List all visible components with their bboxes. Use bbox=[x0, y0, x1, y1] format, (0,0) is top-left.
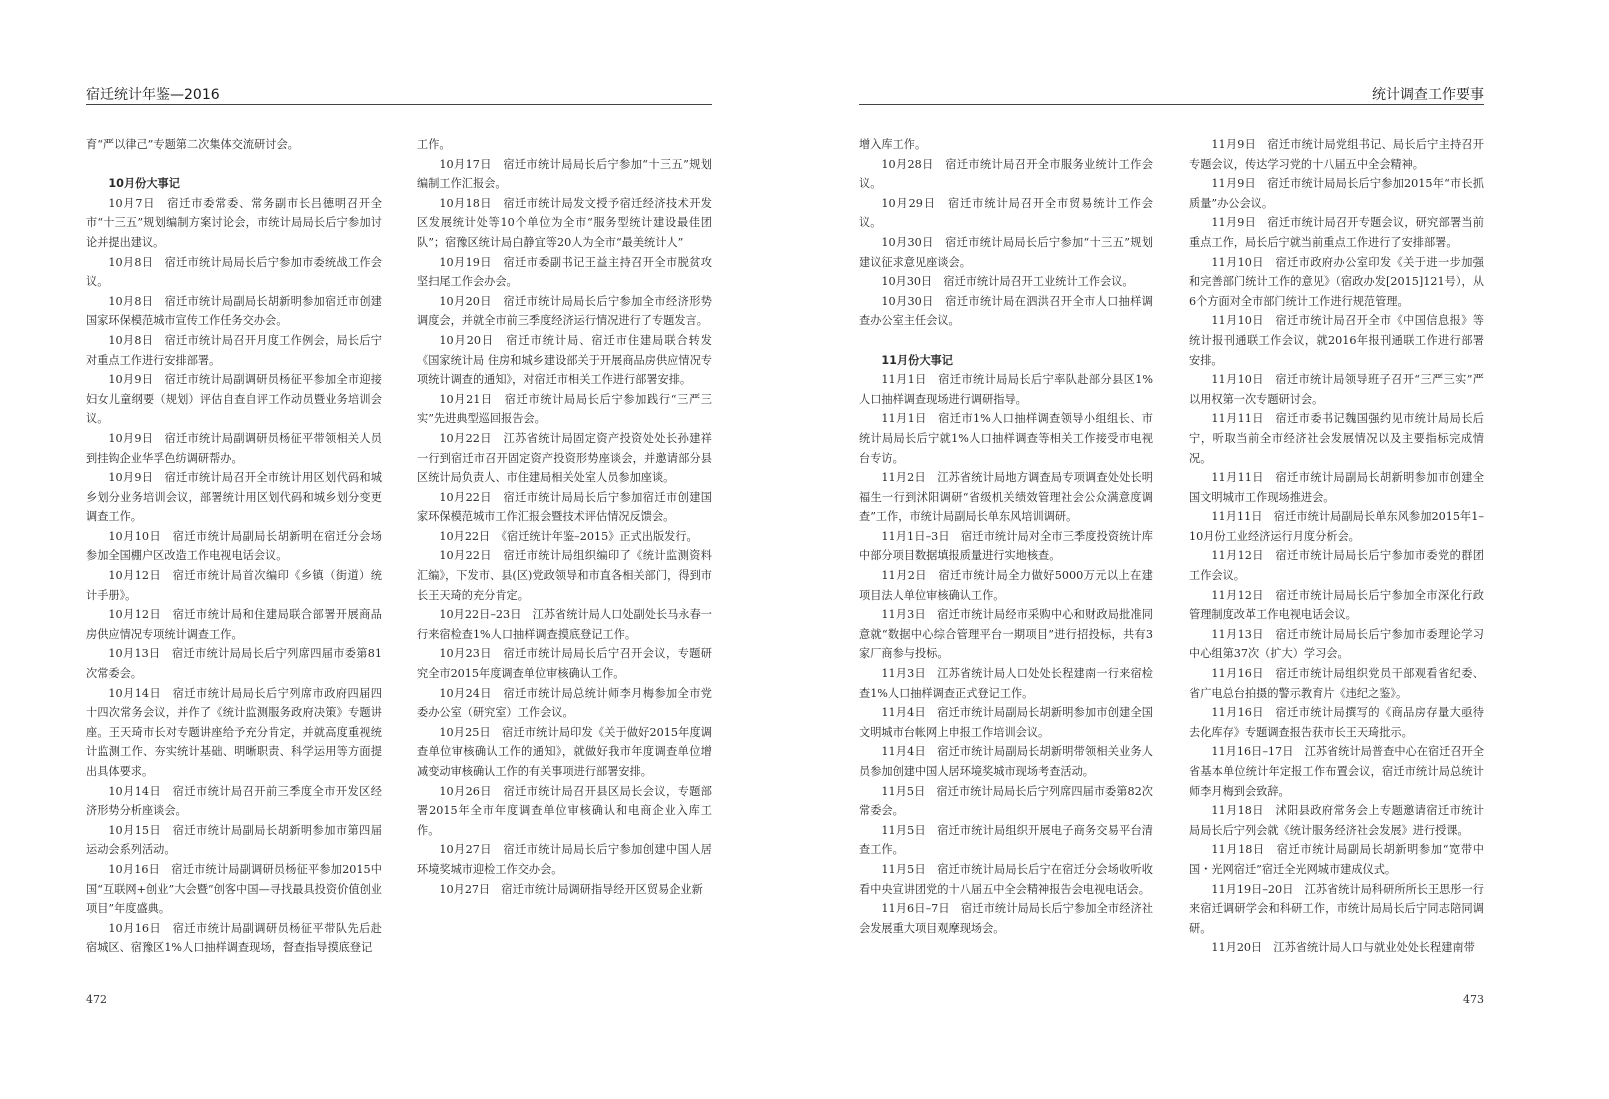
paragraph: 10月22日 宿迁市统计局局长后宁参加宿迁市创建国家环保模范城市工作汇报会暨技术评估情况反馈会。 bbox=[417, 490, 712, 524]
paragraph: 11月18日 沭阳县政府常务会上专题邀请宿迁市统计局局长后宁列会就《统计服务经济社会发展》进行授课。 bbox=[1189, 804, 1484, 837]
paragraph: 11月16日–17日 江苏省统计局普查中心在宿迁召开全省基本单位统计年定报工作布置会议，宿迁市统计局总统计师李月梅到会致辞。 bbox=[1189, 745, 1484, 798]
running-head-right: 统计调查工作要事 bbox=[1372, 87, 1484, 103]
paragraph: 10月7日 宿迁市委常委、常务副市长吕德明召开全市“十三五”规划编制方案讨论会，市统计局局长后宁参加讨论并提出建议。 bbox=[86, 196, 382, 249]
paragraph: 11月4日 宿迁市统计局副局长胡新明带领相关业务人员参加创建中国人居环境奖城市现场考查活动。 bbox=[859, 745, 1153, 778]
paragraph: 10月30日 宿迁市统计局在泗洪召开全市人口抽样调查办公室主任会议。 bbox=[859, 294, 1153, 328]
header-rule-right bbox=[859, 104, 1484, 105]
paragraph: 11月6日–7日 宿迁市统计局局长后宁参加全市经济社会发展重大项目观摩现场会。 bbox=[859, 902, 1153, 935]
paragraph: 11月10日 宿迁市统计局召开全市《中国信息报》等统计报刊通联工作会议，就2016年报刊通联工作进行部署安排。 bbox=[1189, 314, 1484, 367]
right-page-column-2 bbox=[1189, 135, 1484, 958]
paragraph: 10月22日–23日 江苏省统计局人口处副处长马永春一行来宿检查1%人口抽样调查摸底登记工作。 bbox=[417, 608, 712, 641]
paragraph: 11月16日 宿迁市统计局撰写的《商品房存量大亟待去化库存》专题调查报告获市长王天琦批示。 bbox=[1189, 706, 1484, 739]
paragraph: 10月27日 宿迁市统计局局长后宁参加创建中国人居环境奖城市迎检工作交办会。 bbox=[417, 843, 712, 876]
paragraph: 10月16日 宿迁市统计局副调研员杨征平带队先后赴宿城区、宿豫区1%人口抽样调查现场，督查指导摸底登记 bbox=[86, 921, 382, 955]
left-page-column-1 bbox=[86, 135, 382, 958]
paragraph: 11月1日–3日 宿迁市统计局对全市三季度投资统计库中部分项目数据填报质量进行实地核查。 bbox=[859, 529, 1153, 563]
paragraph: 10月29日 宿迁市统计局召开全市贸易统计工作会议。 bbox=[859, 196, 1153, 230]
page-number-right: 473 bbox=[1463, 993, 1484, 1006]
paragraph: 10月23日 宿迁市统计局局长后宁召开会议，专题研究全市2015年度调查单位审核确认工作。 bbox=[417, 647, 712, 681]
section-heading: 11月份大事记 bbox=[881, 353, 953, 367]
paragraph: 增入库工作。 bbox=[859, 138, 927, 151]
paragraph: 11月1日 宿迁市统计局局长后宁率队赴部分县区1%人口抽样调查现场进行调研指导。 bbox=[859, 373, 1153, 406]
paragraph: 10月25日 宿迁市统计局印发《关于做好2015年度调查单位审核确认工作的通知》，就做好我市年度调查单位增减变动审核确认工作的有关事项进行部署安排。 bbox=[417, 725, 712, 778]
paragraph: 10月8日 宿迁市统计局副局长胡新明参加宿迁市创建国家环保模范城市宣传工作任务交办会。 bbox=[86, 294, 382, 328]
paragraph: 10月30日 宿迁市统计局召开工业统计工作会议。 bbox=[881, 275, 1134, 289]
paragraph: 10月21日 宿迁市统计局局长后宁参加践行“三严三实”先进典型巡回报告会。 bbox=[417, 392, 712, 426]
paragraph: 11月16日 宿迁市统计局组织党员干部观看省纪委、省广电总台拍摄的警示教育片《违纪之鉴》。 bbox=[1189, 667, 1484, 700]
paragraph: 10月16日 宿迁市统计局副调研员杨征平参加2015中国“互联网+创业”大会暨“创客中国—寻找最具投资价值创业项目”年度盛典。 bbox=[86, 862, 382, 916]
paragraph: 10月17日 宿迁市统计局局长后宁参加“十三五”规划编制工作汇报会。 bbox=[417, 157, 712, 191]
paragraph: 10月20日 宿迁市统计局局长后宁参加全市经济形势调度会，并就全市前三季度经济运行情况进行了专题发言。 bbox=[417, 294, 712, 328]
paragraph: 育“严以律己”专题第二次集体交流研讨会。 bbox=[86, 138, 299, 151]
paragraph: 10月27日 宿迁市统计局调研指导经开区贸易企业新 bbox=[439, 882, 703, 896]
paragraph: 10月22日 江苏省统计局固定资产投资处处长孙建祥一行到宿迁市召开固定资产投资形势座谈会，并邀请部分县区统计局负责人、市住建局相关处室人员参加座谈。 bbox=[417, 431, 712, 485]
paragraph: 11月11日 宿迁市统计局副局长单东风参加2015年1–10月份工业经济运行月度分析会。 bbox=[1189, 510, 1484, 543]
paragraph: 11月2日 江苏省统计局地方调查局专项调查处处长明福生一行到沭阳调研“省级机关绩效管理社会公众满意度调查”工作，市统计局副局长单东风培训调研。 bbox=[859, 471, 1153, 524]
left-page-column-2 bbox=[417, 135, 712, 899]
section-heading: 10月份大事记 bbox=[108, 177, 180, 191]
paragraph: 10月22日 《宿迁统计年鉴–2015》正式出版发行。 bbox=[439, 529, 698, 543]
paragraph: 11月10日 宿迁市统计局领导班子召开“三严三实”严以用权第一次专题研讨会。 bbox=[1189, 373, 1484, 406]
paragraph: 11月13日 宿迁市统计局局长后宁参加市委理论学习中心组第37次（扩大）学习会。 bbox=[1189, 627, 1484, 661]
paragraph: 10月13日 宿迁市统计局局长后宁列席四届市委第81次常委会。 bbox=[86, 647, 382, 681]
paragraph: 11月11日 宿迁市委书记魏国强约见市统计局局长后宁，听取当前全市经济社会发展情况以及主要指标完成情况。 bbox=[1189, 412, 1484, 465]
paragraph: 10月14日 宿迁市统计局局长后宁列席市政府四届四十四次常务会议，并作了《统计监测服务政府决策》专题讲座。王天琦市长对专题讲座给予充分肯定，并就高度重视统计监测工作、夯实统计基础、明晰职责、科学运用等方面提出具体要求。 bbox=[86, 686, 382, 778]
paragraph: 10月15日 宿迁市统计局副局长胡新明参加市第四届运动会系列活动。 bbox=[86, 823, 382, 857]
header-rule-left bbox=[86, 104, 712, 105]
paragraph: 11月19日–20日 江苏省统计局科研所所长王思彤一行来宿迁调研学会和科研工作，市统计局局长后宁同志陪同调研。 bbox=[1189, 882, 1484, 935]
paragraph: 11月10日 宿迁市政府办公室印发《关于进一步加强和完善部门统计工作的意见》（宿政办发[2015]121号），从6个方面对全市部门统计工作进行规范管理。 bbox=[1189, 255, 1484, 308]
paragraph: 11月3日 江苏省统计局人口处处长程建南一行来宿检查1%人口抽样调查正式登记工作。 bbox=[859, 667, 1153, 700]
running-head-left: 宿迁统计年鉴—2016 bbox=[86, 87, 220, 103]
page-number-left: 472 bbox=[86, 993, 107, 1006]
paragraph: 10月9日 宿迁市统计局副调研员杨征平带领相关人员到挂钩企业华孚色纺调研帮办。 bbox=[86, 431, 382, 465]
paragraph: 10月22日 宿迁市统计局组织编印了《统计监测资料汇编》，下发市、县(区)党政领导和市直各相关部门，得到市长王天琦的充分肯定。 bbox=[417, 549, 712, 602]
paragraph: 11月5日 宿迁市统计局局长后宁列席四届市委第82次常委会。 bbox=[859, 784, 1153, 818]
paragraph: 11月9日 宿迁市统计局局长后宁参加2015年“市长抓质量”办公会议。 bbox=[1189, 177, 1484, 210]
right-page bbox=[800, 0, 1609, 1099]
right-page-column-1 bbox=[859, 135, 1153, 938]
paragraph: 10月12日 宿迁市统计局首次编印《乡镇（街道）统计手册》。 bbox=[86, 569, 382, 602]
paragraph: 11月18日 宿迁市统计局副局长胡新明参加“宽带中国・光网宿迁”宿迁全光网城市建成仪式。 bbox=[1189, 843, 1484, 876]
paragraph: 10月14日 宿迁市统计局召开前三季度全市开发区经济形势分析座谈会。 bbox=[86, 784, 382, 818]
paragraph: 10月9日 宿迁市统计局副调研员杨征平参加全市迎接妇女儿童纲要（规划）评估自查自评工作动员暨业务培训会议。 bbox=[86, 373, 382, 426]
paragraph: 10月10日 宿迁市统计局副局长胡新明在宿迁分会场参加全国棚户区改造工作电视电话会议。 bbox=[86, 529, 382, 563]
paragraph: 10月20日 宿迁市统计局、宿迁市住建局联合转发《国家统计局 住房和城乡建设部关于开展商品房供应情况专项统计调查的通知》，对宿迁市相关工作进行部署安排。 bbox=[417, 333, 712, 387]
paragraph: 11月4日 宿迁市统计局副局长胡新明参加市创建全国文明城市台帐网上申报工作培训会议。 bbox=[859, 706, 1153, 739]
paragraph: 10月9日 宿迁市统计局召开全市统计用区划代码和城乡划分业务培训会议，部署统计用区划代码和城乡划分变更调查工作。 bbox=[86, 471, 382, 524]
paragraph: 10月18日 宿迁市统计局发文授予宿迁经济技术开发区发展统计处等10个单位为全市“服务型统计建设最佳团队”；宿豫区统计局白静宜等20人为全市“最美统计人” bbox=[417, 196, 712, 249]
paragraph: 11月1日 宿迁市1%人口抽样调查领导小组组长、市统计局局长后宁就1%人口抽样调查等相关工作接受市电视台专访。 bbox=[859, 412, 1153, 465]
paragraph: 10月26日 宿迁市统计局召开县区局长会议，专题部署2015年全市年度调查单位审核确认和电商企业入库工作。 bbox=[417, 784, 712, 837]
paragraph: 10月24日 宿迁市统计局总统计师李月梅参加全市党委办公室（研究室）工作会议。 bbox=[417, 686, 712, 720]
paragraph: 11月2日 宿迁市统计局全力做好5000万元以上在建项目法人单位审核确认工作。 bbox=[859, 569, 1153, 602]
paragraph: 11月20日 江苏省统计局人口与就业处处长程建南带 bbox=[1211, 941, 1475, 955]
paragraph: 10月8日 宿迁市统计局局长后宁参加市委统战工作会议。 bbox=[86, 255, 382, 289]
paragraph: 11月11日 宿迁市统计局副局长胡新明参加市创建全国文明城市工作现场推进会。 bbox=[1189, 471, 1484, 504]
paragraph: 10月19日 宿迁市委副书记王益主持召开全市脱贫攻坚扫尾工作会办会。 bbox=[417, 255, 712, 289]
paragraph: 11月9日 宿迁市统计局召开专题会议，研究部署当前重点工作，局长后宁就当前重点工作进行了安排部署。 bbox=[1189, 216, 1484, 249]
paragraph: 11月3日 宿迁市统计局经市采购中心和财政局批准同意就“数据中心综合管理平台一期项目”进行招投标，共有3家厂商参与投标。 bbox=[859, 608, 1153, 661]
paragraph: 10月28日 宿迁市统计局召开全市服务业统计工作会议。 bbox=[859, 157, 1153, 191]
paragraph: 10月12日 宿迁市统计局和住建局联合部署开展商品房供应情况专项统计调查工作。 bbox=[86, 608, 382, 641]
paragraph: 11月12日 宿迁市统计局局长后宁参加市委党的群团工作会议。 bbox=[1189, 549, 1484, 583]
paragraph: 11月5日 宿迁市统计局组织开展电子商务交易平台清查工作。 bbox=[859, 823, 1153, 857]
left-page bbox=[0, 0, 800, 1099]
paragraph: 11月12日 宿迁市统计局局长后宁参加全市深化行政管理制度改革工作电视电话会议。 bbox=[1189, 588, 1484, 622]
paragraph: 工作。 bbox=[417, 138, 451, 151]
paragraph: 10月8日 宿迁市统计局召开月度工作例会，局长后宁对重点工作进行安排部署。 bbox=[86, 333, 382, 367]
paragraph: 11月5日 宿迁市统计局局长后宁在宿迁分会场收听收看中央宣讲团党的十八届五中全会精神报告会电视电话会。 bbox=[859, 862, 1153, 896]
paragraph: 10月30日 宿迁市统计局局长后宁参加“十三五”规划建议征求意见座谈会。 bbox=[859, 235, 1153, 269]
paragraph: 11月9日 宿迁市统计局党组书记、局长后宁主持召开专题会议，传达学习党的十八届五中全会精神。 bbox=[1189, 138, 1484, 171]
